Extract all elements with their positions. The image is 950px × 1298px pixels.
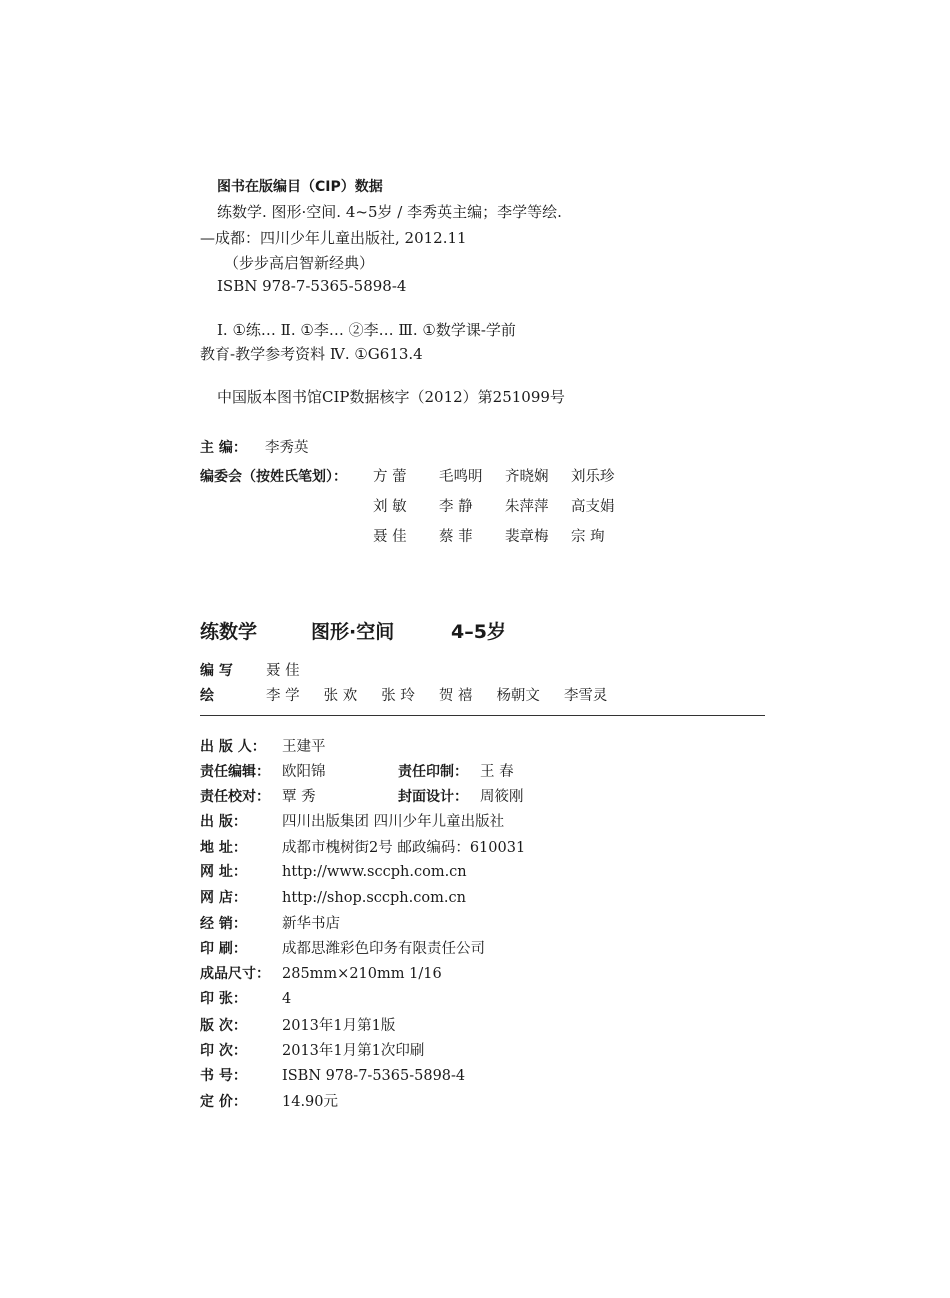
illustrator-name: 张 欢 <box>323 688 358 704</box>
imprint-value: 王 春 <box>480 764 514 780</box>
imprint-row <box>200 810 504 832</box>
imprint-row <box>200 988 291 1010</box>
imprint-label: 版 次： <box>200 1018 247 1034</box>
imprint-row <box>200 1014 395 1036</box>
cip-line-2: —成都：四川少年儿童出版社, 2012.11 <box>200 229 467 247</box>
committee-member: 裴章梅 <box>505 529 549 545</box>
illustrator-name: 贺 禧 <box>438 688 473 704</box>
imprint-value: 4 <box>282 991 292 1007</box>
imprint-value: 新华书店 <box>282 916 340 932</box>
imprint-value: 2013年1月第1版 <box>282 1018 396 1034</box>
committee-member: 蔡 菲 <box>439 529 473 545</box>
committee-member: 宗 珣 <box>571 529 605 545</box>
committee-member: 齐晓娴 <box>505 469 549 485</box>
committee-member: 高支娟 <box>571 499 615 515</box>
imprint-publisher-person <box>200 735 326 757</box>
committee-row-2 <box>373 495 637 516</box>
cip-class-line-2: 教育-教学参考资料 Ⅳ. ①G613.4 <box>200 345 423 363</box>
writer-name: 聂 佳 <box>266 663 300 679</box>
illustrator-name: 李雪灵 <box>563 688 608 704</box>
imprint-label: 责任校对： <box>200 789 270 805</box>
imprint-row <box>200 963 442 985</box>
imprint-label: 网 址： <box>200 864 247 880</box>
cip-isbn: ISBN 978-7-5365-5898-4 <box>217 277 407 295</box>
imprint-row <box>200 912 340 934</box>
imprint-row <box>200 1065 465 1087</box>
imprint-value: http://shop.sccph.com.cn <box>282 890 466 906</box>
imprint-row <box>200 861 467 883</box>
illustrator-name: 杨朝文 <box>496 688 540 704</box>
imprint-value: 四川出版集团 四川少年儿童出版社 <box>282 814 505 830</box>
cip-line-3: （步步高启智新经典） <box>224 254 375 272</box>
imprint-label: 定 价： <box>200 1094 247 1110</box>
chief-editor-label: 主 编： <box>200 440 247 456</box>
imprint-value: http://www.sccph.com.cn <box>282 864 467 880</box>
imprint-label: 网 店： <box>200 890 247 906</box>
imprint-value: 14.90元 <box>282 1094 339 1110</box>
imprint-value: 成都思潍彩色印务有限责任公司 <box>282 941 485 957</box>
imprint-label: 出 版 人： <box>200 739 266 755</box>
imprint-row <box>200 1090 338 1112</box>
committee-member: 李 静 <box>439 499 473 515</box>
imprint-label: 责任编辑： <box>200 764 270 780</box>
imprint-row <box>200 836 525 858</box>
committee-member: 方 蕾 <box>373 469 407 485</box>
cip-class-line-1: Ⅰ. ①练… Ⅱ. ①李… ②李… Ⅲ. ①数学课-学前 <box>217 321 516 339</box>
committee-member: 刘乐珍 <box>571 469 615 485</box>
imprint-label: 印 张： <box>200 991 247 1007</box>
divider-line <box>200 715 765 716</box>
illustrator-name: 李 学 <box>266 688 300 704</box>
imprint-label: 责任印制： <box>398 764 468 780</box>
illustrator-name: 张 玲 <box>381 688 415 704</box>
committee-member: 刘 敏 <box>373 499 407 515</box>
illustrator-label: 绘 <box>200 688 214 704</box>
imprint-value: 成都市槐树街2号 邮政编码：610031 <box>282 840 526 856</box>
book-title: 练数学 <box>200 621 258 643</box>
committee-member: 聂 佳 <box>373 529 407 545</box>
imprint-value: 2013年1月第1次印刷 <box>282 1043 425 1059</box>
book-age-range: 4–5岁 <box>451 621 506 643</box>
imprint-editor-print <box>200 760 600 782</box>
imprint-value: 欧阳锦 <box>282 764 326 780</box>
imprint-label: 书 号： <box>200 1068 247 1084</box>
imprint-label: 地 址： <box>200 840 247 856</box>
committee-row-3 <box>373 525 637 546</box>
imprint-label: 印 次： <box>200 1043 247 1059</box>
imprint-label: 封面设计： <box>398 789 468 805</box>
book-subtitle: 图形·空间 <box>311 621 395 643</box>
illustrator-names <box>266 684 631 705</box>
imprint-row <box>200 1039 424 1061</box>
imprint-value: 周筱刚 <box>480 789 524 805</box>
chief-editor-name: 李秀英 <box>265 440 309 456</box>
imprint-label: 出 版： <box>200 814 247 830</box>
imprint-label: 印 刷： <box>200 941 247 957</box>
committee-label: 编委会（按姓氏笔划）： <box>200 469 347 485</box>
committee-member: 毛鸣明 <box>439 469 483 485</box>
committee-row-1 <box>373 465 637 486</box>
committee-member: 朱萍萍 <box>505 499 549 515</box>
writer-label: 编 写 <box>200 663 233 679</box>
imprint-proof-cover <box>200 785 600 807</box>
imprint-row <box>200 887 466 909</box>
imprint-label: 成品尺寸： <box>200 966 270 982</box>
cip-line-1: 练数学. 图形·空间. 4~5岁 / 李秀英主编；李学等绘. <box>217 203 562 221</box>
imprint-value: 王建平 <box>282 739 326 755</box>
imprint-value: 285mm×210mm 1/16 <box>282 966 442 982</box>
cip-verify-number: 中国版本图书馆CIP数据核字（2012）第251099号 <box>217 388 565 406</box>
imprint-row <box>200 937 485 959</box>
cip-heading: 图书在版编目（CIP）数据 <box>217 179 383 195</box>
imprint-label: 经 销： <box>200 916 247 932</box>
imprint-value: 覃 秀 <box>282 789 316 805</box>
imprint-value: ISBN 978-7-5365-5898-4 <box>282 1068 466 1084</box>
